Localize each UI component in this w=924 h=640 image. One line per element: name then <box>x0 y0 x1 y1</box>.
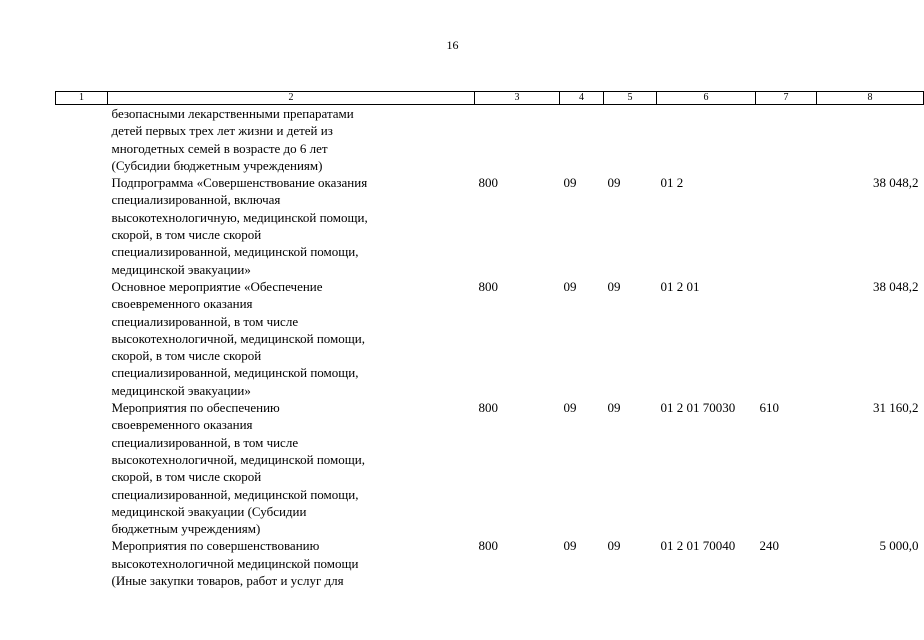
row-name: Основное мероприятие «Обеспечение своевременного оказания специализированной, в том числе высокотехнологичной, медицинской помощи, скорой, в том числе скорой специализированной, медицинской помощи, медицинской эвакуации» <box>111 278 365 398</box>
row-amount: 31 160,2 <box>873 400 919 416</box>
header-col-5: 5 <box>604 92 657 105</box>
row-name: Мероприятия по обеспечению своевременного оказания специализированной, в том числе высокотехнологичной, медицинской помощи, скорой, в том числе скорой специализированной, медицинской помощи, медицинской эвакуации (Субсидии бюджетным учреждениям) <box>111 400 365 537</box>
table-row <box>56 537 924 589</box>
header-col-8: 8 <box>817 92 924 105</box>
row-col-1 <box>56 537 108 589</box>
row-name: безопасными лекарственными препаратами детей первых трех лет жизни и детей из многодетных семей в возрасте до 6 лет (Субсидии бюджетным учреждениям) <box>111 106 354 173</box>
row-name: Подпрограмма «Совершенствование оказания специализированной, включая высокотехнологичную, медицинской помощи, скорой, в том числе скорой специализированной, медицинской помощи, медицинской эвакуации» <box>111 175 368 277</box>
row-col-6: 01 2 01 70040 <box>660 538 736 554</box>
row-col-6 <box>657 105 756 175</box>
row-col-7 <box>756 174 817 278</box>
row-col-6: 01 2 01 <box>660 278 700 294</box>
row-col-4: 09 <box>563 538 577 554</box>
row-col-5 <box>604 105 657 175</box>
page-number: 16 <box>446 38 459 52</box>
row-col-3: 800 <box>478 278 498 294</box>
column-number-header <box>56 92 924 105</box>
row-col-7 <box>756 278 817 399</box>
row-col-5: 09 <box>607 278 621 294</box>
row-col-3 <box>475 105 560 175</box>
row-amount <box>817 105 924 175</box>
table-row <box>56 105 924 175</box>
header-col-7: 7 <box>756 92 817 105</box>
row-col-1 <box>56 105 108 175</box>
row-amount: 38 048,2 <box>873 278 919 294</box>
row-col-3: 800 <box>478 175 498 191</box>
row-col-4: 09 <box>563 400 577 416</box>
row-col-6: 01 2 <box>660 175 684 191</box>
row-amount: 38 048,2 <box>873 175 919 191</box>
row-col-3: 800 <box>478 538 498 554</box>
table-row <box>56 278 924 399</box>
row-col-5: 09 <box>607 538 621 554</box>
row-col-7: 240 <box>759 538 779 554</box>
budget-table <box>55 91 924 589</box>
row-col-5: 09 <box>607 400 621 416</box>
row-col-4 <box>560 105 604 175</box>
row-col-1 <box>56 399 108 537</box>
header-col-1: 1 <box>56 92 108 105</box>
row-col-4: 09 <box>563 278 577 294</box>
header-col-6: 6 <box>657 92 756 105</box>
row-col-5: 09 <box>607 175 621 191</box>
table-row <box>56 174 924 278</box>
row-col-7 <box>756 105 817 175</box>
header-col-4: 4 <box>560 92 604 105</box>
table-row <box>56 399 924 537</box>
row-name: Мероприятия по совершенствованию высокотехнологичной медицинской помощи (Иные закупки товаров, работ и услуг для <box>111 538 359 589</box>
row-col-1 <box>56 174 108 278</box>
row-col-1 <box>56 278 108 399</box>
row-col-7: 610 <box>759 400 779 416</box>
row-col-4: 09 <box>563 175 577 191</box>
row-amount: 5 000,0 <box>879 538 919 554</box>
header-col-2: 2 <box>108 92 475 105</box>
header-col-3: 3 <box>475 92 560 105</box>
row-col-6: 01 2 01 70030 <box>660 400 736 416</box>
row-col-3: 800 <box>478 400 498 416</box>
